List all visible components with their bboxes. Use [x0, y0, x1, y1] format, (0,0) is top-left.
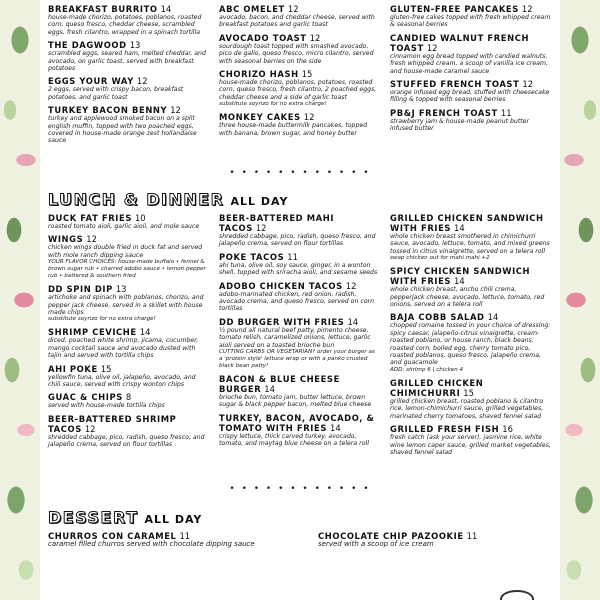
breakfast-col-1 [48, 4, 209, 149]
menu-item: MONKEY CAKES 12 three house-made buttermilk pancakes, topped with banana, brown sugar, and honey butter [219, 112, 368, 137]
menu-item: BAJA COBB SALAD 14 chopped romaine tossed in your choice of dressing: spicy caesar, jalapeño-citrus vinaigrette, cream-roasted poblano, or house ranch, black beans, roasted corn, boiled egg, cherry tomato pico, roasted poblanos, queso fresco, jalapeño crema, and guacamole ADD: shrimp 6 | chicken 4 [390, 312, 551, 373]
breakfast-col-2 [219, 4, 380, 149]
menu-item: DD SPIN DIP 13 artichoke and spinach with poblanos, chorizo, and pepper jack cheese, served in a skillet with house made chips substitute soyrizo for no extra charge! [48, 284, 204, 323]
menu-item: ADOBO CHICKEN TACOS 12 adobo-marinated chicken, red onion, radish, avocado crema, and queso fresco, served on corn tortillas [219, 280, 374, 313]
menu-item: CANDIED WALNUT FRENCH TOAST 12 cinnamon egg bread topped with candied walnuts, fresh whipped cream, a scoop of vanilla ice cream, and house-made caramel sauce [390, 32, 548, 75]
menu-item: STUFFED FRENCH TOAST 12 orange infused egg bread, stuffed with cheesecake filling & topped with seasonal berries [390, 79, 550, 104]
menu-item: DD BURGER WITH FRIES 14 ½ pound all natural beef patty, pimento cheese, tomato relish, caramelized onions, lettuce, garlic aioli served on a toasted brioche bun CUTTING CARBS OR VEGETARIAN? order your burger as a 'protein style' lettuce wrap or with a panko crusted black bean patty! [219, 316, 375, 370]
menu-item: AVOCADO TOAST 12 sourdough toast topped with smashed avocado, pico de gallo, queso fresco, micro cilantro, served with seasonal berries on the side [219, 32, 374, 65]
menu-item: EGGS YOUR WAY 12 2 eggs, served with crispy bacon, breakfast potatoes, and garlic toast [48, 76, 184, 101]
menu-item: TURKEY, BACON, AVOCADO, & TOMATO WITH FRIES 14 crispy lettuce, thick carved turkey, avocado, tomato, and maytag blue cheese on a telera roll [219, 412, 375, 448]
menu-item: POKE TACOS 11 ahi tuna, olive oil, soy sauce, ginger, in a wonton shell, topped with sriracha aioli, and sesame seeds [219, 251, 378, 277]
lunch-heading: LUNCH & DINNER ALL DAY [48, 190, 289, 209]
lunch-col-1 [48, 213, 209, 460]
lunch-col-2 [219, 213, 380, 460]
menu-panel [40, 0, 560, 600]
menu-item: DUCK FAT FRIES 10 roasted tomato aioli, garlic aioli, and mole sauce [48, 213, 200, 230]
menu-item: ABC OMELET 12 avocado, bacon, and cheddar cheese, served with breakfast potatoes and garlic toast [219, 4, 375, 29]
dessert-section [48, 508, 552, 552]
menu-item: GRILLED CHICKEN CHIMICHURRI 15 grilled chicken breast, roasted poblano & cilantro rice, lemon-chimichurri sauce, grilled vegetables, marinated cherry tomatoes, shaved fennel salad [390, 377, 544, 420]
lunch-col-3 [390, 213, 551, 460]
menu-item: GLUTEN-FREE PANCAKES 12 gluten-free cakes topped with fresh whipped cream & seasonal berries [390, 4, 551, 29]
menu-item: CHURROS CON CARAMEL 11 caramel filled churros served with chocolate dipping sauce [48, 531, 255, 548]
menu-item: THE DAGWOOD 13 scrambled eggs, seared ham, melted cheddar, and avocado, on garlic toast, served with breakfast potatoes [48, 40, 206, 73]
menu-item: BREAKFAST BURRITO 14 house-made chorizo, potatoes, poblanos, roasted corn, queso fresco, cheddar cheese, scrambled eggs, fresh cilantro, wrapped in a spinach tortilla [48, 4, 202, 36]
menu-item: GRILLED CHICKEN SANDWICH WITH FRIES 14 whole chicken breast smothered in chimichurri sauce, avocado, lettuce, tomato, and mixed greens tossed in citrus vinaigrette, served on a telera roll swap chicken out for mahi mahi +2 [390, 213, 550, 262]
logo-icon [500, 590, 534, 600]
menu-item: GRILLED FRESH FISH 16 fresh catch (ask your server), jasmine rice, white wine lemon caper sauce, grilled market vegetables, shaved fennel salad [390, 424, 551, 456]
menu-item: BEER-BATTERED MAHI TACOS 12 shredded cabbage, pico, radish, queso fresco, and jalapeño crema, served on flour tortillas [219, 213, 376, 248]
menu-item: BEER-BATTERED SHRIMP TACOS 12 shredded cabbage, pico, radish, queso fresco, and jalapeño crema, served on flour tortillas [48, 413, 205, 449]
section-divider: • • • • • • • • • • • • [229, 168, 371, 178]
section-divider: • • • • • • • • • • • • [229, 484, 371, 494]
menu-item: BACON & BLUE CHEESE BURGER 14 brioche bun, tomato jam, butter lettuce, brown sugar & black pepper bacon, melted blue cheese [219, 374, 372, 409]
menu-item: TURKEY BACON BENNY 12 turkey and applewood smoked bacon on a split english muffin, topped with two poached eggs, covered in house-made orange zest hollandaise sauce [48, 105, 197, 145]
menu-item: CHOCOLATE CHIP PAZOOKIE 11 served with a scoop of ice cream [318, 531, 478, 548]
lunch-dinner-section [48, 190, 552, 460]
menu-item: SHRIMP CEVICHE 14 diced, poached white shrimp, jicama, cucumber, mango cocktail sauce and avocado dusted with tajin and served with tortilla chips [48, 327, 199, 360]
menu-item: CHORIZO HASH 15 house-made chorizo, poblanos, potatoes, roasted corn, queso fresco, fresh cilantro, 2 poached eggs, cheddar cheese and a side of garlic toast substitute soyrizo for no extra charge! [219, 69, 377, 108]
menu-item: PB&J FRENCH TOAST 11 strawberry jam & house-made peanut butter infused butter [390, 107, 530, 133]
menu-item: SPICY CHICKEN SANDWICH WITH FRIES 14 whole chicken breast, ancho chili crema, pepperjack cheese, avocado, lettuce, tomato, red onions, served on a telera roll [390, 266, 545, 309]
menu-item: WINGS 12 chicken wings double fried in duck fat and served with mole ranch dipping sauce YOUR FLAVOR CHOICES: house-made buffalo • fennel & brown sugar rub • charred adobo sauce • lemon pepper rub • battered & southern fried [48, 234, 206, 280]
floral-border-right [560, 0, 600, 600]
dessert-heading: DESSERT ALL DAY [48, 508, 203, 527]
floral-border-left [0, 0, 40, 600]
breakfast-section [48, 4, 552, 149]
menu-item: AHI POKE 15 yellowfin tuna, olive oil, jalapeño, avocado, and chili sauce, served with crispy wonton chips [48, 363, 196, 389]
breakfast-col-3 [390, 4, 551, 149]
menu-item: GUAC & CHIPS 8 served with house-made tortilla chips [48, 392, 165, 410]
